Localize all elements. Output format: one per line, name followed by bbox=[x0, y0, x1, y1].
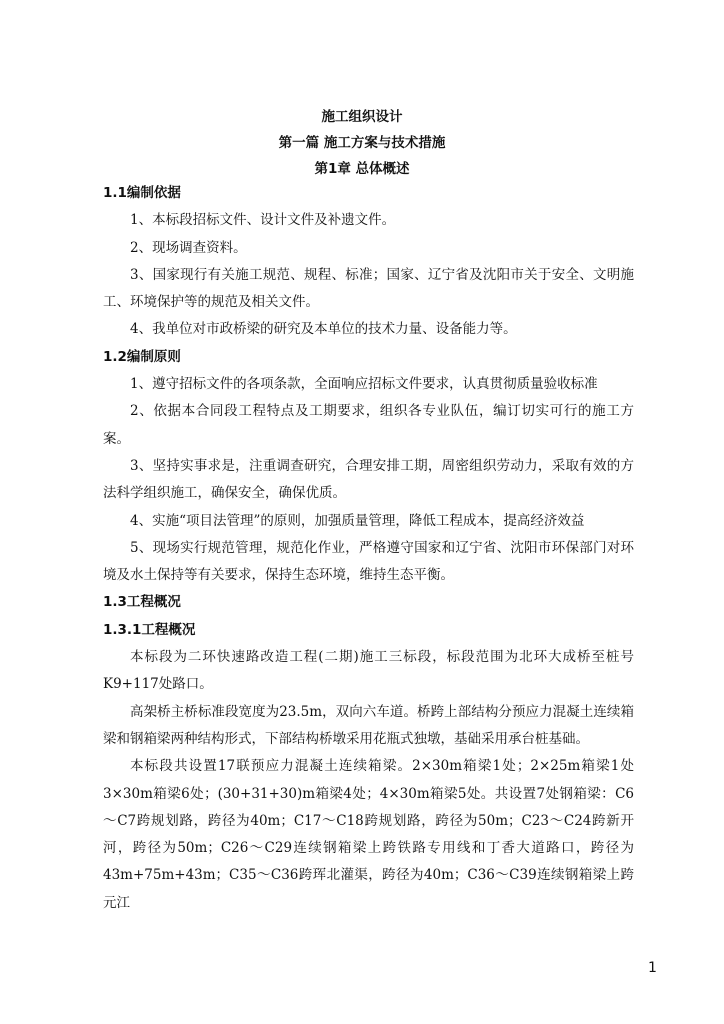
section-heading-1-3: 1.3工程概况 bbox=[103, 594, 181, 611]
section-heading-1-2: 1.2编制原则 bbox=[103, 348, 181, 365]
document-title: 施工组织设计 bbox=[321, 109, 403, 125]
paragraph: 1、本标段招标文件、设计文件及补遗文件。 bbox=[130, 212, 396, 229]
paragraph: 4、我单位对市政桥梁的研究及本单位的技术力量、设备能力等。 bbox=[130, 321, 517, 338]
chapter-title: 第1章 总体概述 bbox=[314, 161, 410, 177]
page-number: 1 bbox=[648, 960, 657, 976]
subsection-heading-1-3-1: 1.3.1工程概况 bbox=[103, 621, 196, 638]
paragraph: 3、国家现行有关施工规范、规程、标准；国家、辽宁省及沈阳市关于安全、文明施工、环境保护等的规范及相关文件。 bbox=[103, 266, 634, 311]
title-block bbox=[0, 104, 724, 182]
paragraph: 5、现场实行规范管理，规范化作业，严格遵守国家和辽宁省、沈阳市环保部门对环境及水土保持等有关要求，保持生态环境，维持生态平衡。 bbox=[103, 539, 634, 584]
paragraph: 本标段共设置17联预应力混凝土连续箱梁。2×30m箱梁1处；2×25m箱梁1处3×30m箱梁6处；(30+31+30)m箱梁4处；4×30m箱梁5处。共设置7处钢箱梁：C6～C7跨规划路，跨径为40m；C17～C18跨规划路，跨径为50m；C23～C24跨新开河，跨径为50m；C26～C29连续钢箱梁上跨铁路专用线和丁香大道路口，跨径为43m+75m+43m；C35～C36跨珲北灌渠，跨径为40m；C36～C39连续钢箱梁上跨元江 bbox=[103, 758, 634, 911]
document-body bbox=[103, 180, 634, 917]
paragraph: 高架桥主桥标准段宽度为23.5m，双向六车道。桥跨上部结构分预应力混凝土连续箱梁和钢箱梁两种结构形式，下部结构桥墩采用花瓶式独墩，基础采用承台桩基础。 bbox=[103, 703, 634, 747]
paragraph: 2、依据本合同段工程特点及工期要求，组织各专业队伍，编订切实可行的施工方案。 bbox=[103, 403, 634, 447]
section-heading-1-1: 1.1编制依据 bbox=[103, 185, 181, 201]
paragraph: 4、实施“项目法管理”的原则，加强质量管理，降低工程成本，提高经济效益 bbox=[130, 512, 585, 529]
paragraph: 1、遵守招标文件的各项条款，全面响应招标文件要求，认真贯彻质量验收标准 bbox=[130, 376, 598, 393]
part-title: 第一篇 施工方案与技术措施 bbox=[278, 135, 446, 151]
paragraph: 本标段为二环快速路改造工程(二期)施工三标段，标段范围为北环大成桥至桩号K9+117处路口。 bbox=[103, 649, 634, 693]
paragraph: 3、坚持实事求是，注重调查研究，合理安排工期，周密组织劳动力，采取有效的方法科学组织施工，确保安全，确保优质。 bbox=[103, 457, 634, 502]
paragraph: 2、现场调查资料。 bbox=[130, 239, 247, 256]
